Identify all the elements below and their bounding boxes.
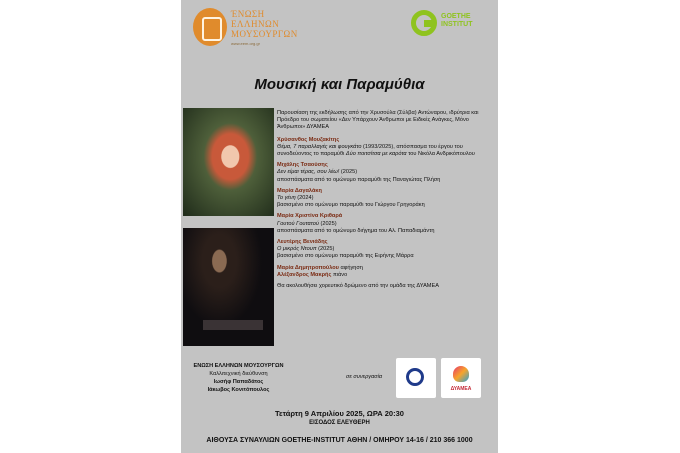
- organizer-person: Ιάκωβος Κονιτόπουλος: [207, 387, 270, 393]
- work-desc: αποσπάσματα από το ομώνυμο διήγημα του Αλ. Παπαδιαμάντη: [277, 227, 435, 234]
- organizer-role: Καλλιτεχνική διεύθυνση: [209, 371, 268, 377]
- event-date: Τετάρτη 9 Απριλίου 2025, ΩΡΑ 20:30: [275, 409, 404, 418]
- organizer-block: [181, 362, 296, 394]
- logo-line: ΜΟΥΣΟΥΡΓΩΝ: [231, 29, 298, 39]
- performer-role: αφήγηση: [338, 264, 363, 271]
- work-desc: αποσπάσματα από το ομώνυμο παραμύθι της Παναγιώτας Πλήση: [277, 176, 441, 183]
- partners-label: σε συνεργασία: [346, 374, 383, 380]
- pianist-photo: [183, 228, 274, 346]
- venue-address: ΑΙΘΟΥΣΑ ΣΥΝΑΥΛΙΩΝ GOETHE-INSTITUT ΑΘΗΝ / ΟΜΗΡΟΥ 14-16 / 210 366 1000: [206, 437, 473, 444]
- performer-name: Αλέξανδρος Μακρής: [277, 271, 332, 278]
- dyamea-logo: [441, 358, 481, 398]
- goethe-line: INSTITUT: [441, 21, 473, 28]
- composer-name: Χρύσανθος Μουζακίτης: [277, 136, 340, 143]
- performer-name: Μαρία Δημητροπούλου: [277, 264, 339, 271]
- free-entry: ΕΙΣΟΔΟΣ ΕΛΕΥΘΕΡΗ: [309, 420, 370, 426]
- work-title: Ο μικρός Ντουπ: [277, 246, 317, 253]
- performer-role: πιάνο: [331, 271, 348, 278]
- work-title: Δεν είμαι τέρας, σου λέω!: [277, 169, 340, 176]
- work-title: Θέμα, 7 παραλλαγές και φουγκάτο: [277, 143, 362, 150]
- work-desc: (2025): [339, 169, 358, 176]
- program-text: [277, 110, 495, 290]
- composers-union-logo-text: [231, 9, 298, 39]
- work-desc: βασισμένο στο ομώνυμο παραμύθι του Γιώργου Γρηγοράκη: [277, 202, 425, 209]
- composer-name: Μιχάλης Τσαούσης: [277, 162, 328, 169]
- goethe-logo-text: [441, 13, 473, 29]
- heart-icon: [453, 366, 469, 382]
- goethe-logo-icon: [411, 10, 437, 36]
- partner-logo-icon: [396, 358, 436, 398]
- work-desc: του Νικόλα Ανδρικόπουλου: [406, 151, 475, 158]
- work-desc: (2025): [318, 220, 337, 227]
- narrator-photo: [183, 108, 274, 216]
- work-title: Το γένη: [277, 195, 296, 202]
- organizer-name: ΕΝΩΣΗ ΕΛΛΗΝΩΝ ΜΟΥΣΟΥΡΓΩΝ: [193, 363, 284, 369]
- logo-line: ΕΛΛΗΝΩΝ: [231, 19, 280, 29]
- goethe-line: GOETHE: [441, 13, 471, 20]
- dyamea-logo-text: ΔΥΑΜΕΑ: [450, 386, 472, 392]
- work-desc: (1993/2025), απόσπασμα του έργου του συνοδεύοντος το παραμύθι: [277, 143, 463, 158]
- composers-union-logo-icon: [193, 8, 227, 46]
- poster-title: Μουσική και Παραμύθια: [254, 76, 425, 93]
- composer-name: Λευτέρης Βενιάδης: [277, 239, 328, 246]
- work-desc: (2025): [316, 246, 335, 253]
- organizer-person: Ιωσήφ Παπαδάτος: [213, 379, 264, 385]
- event-poster: [181, 0, 498, 453]
- intro-text: Παρουσίαση της εκδήλωσης από την Χρυσούλα (Σύλβα) Αντώναρου, ιδρύτρια και Πρόεδρο του σωματείου «Δεν Υπάρχουν Άνθρωποι με Ειδικές Ανάγκες, Μόνο Άνθρωποι» ΔΥΑΜΕΑ: [277, 110, 479, 131]
- work-title: Δύο ποιτσίτσα με καρότα: [345, 151, 407, 158]
- composer-name: Μαρία Δαγαλάκη: [277, 187, 322, 194]
- logo-url: www.eem.org.gr: [231, 41, 260, 46]
- work-desc: βασισμένο στο ομώνυμο παραμύθι της Ειρήνης Μάρρα: [277, 253, 414, 260]
- logo-line: ΈΝΩΣΗ: [231, 9, 265, 19]
- composer-name: Μαρία Χριστίνα Κριθαρά: [277, 213, 343, 220]
- closing-note: Θα ακολουθήσει χορευτικό δρώμενο από την ομάδα της ΔΥΑΜΕΑ: [277, 283, 439, 290]
- work-title: Γουτού Γουτατού: [277, 220, 319, 227]
- work-desc: (2024): [295, 195, 314, 202]
